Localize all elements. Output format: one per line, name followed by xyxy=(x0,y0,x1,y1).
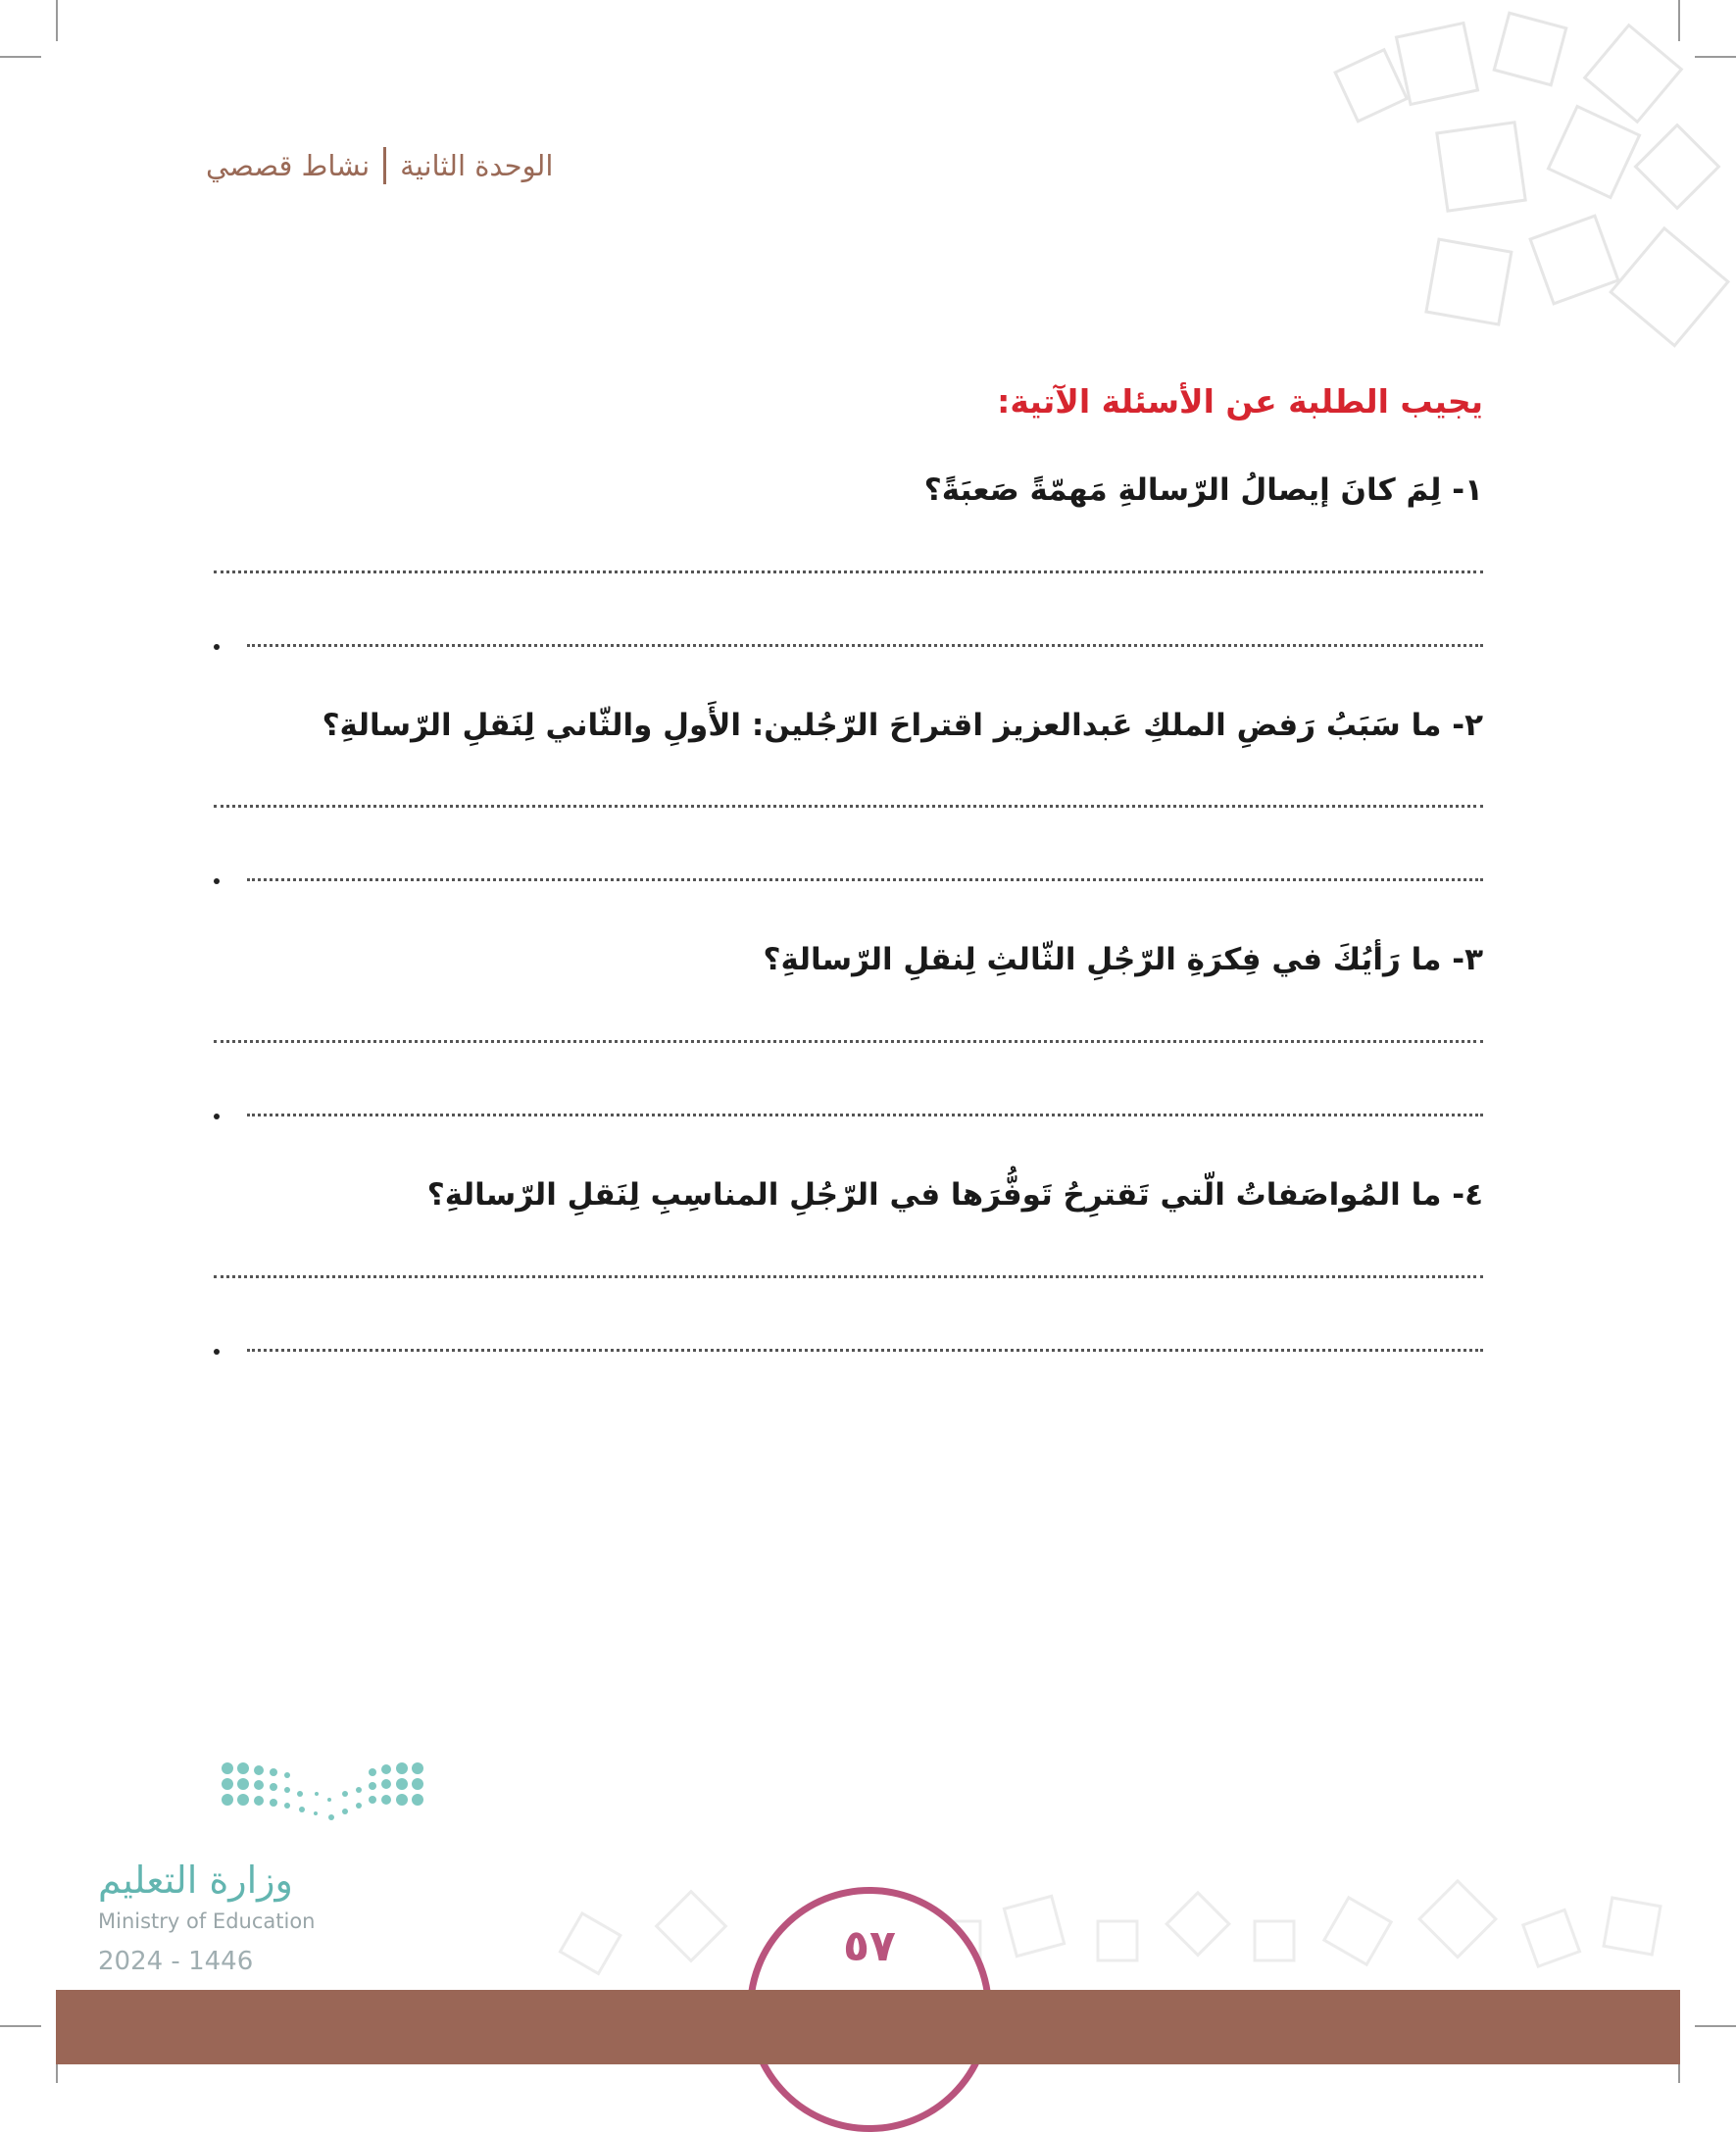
unit-title: الوحدة الثانية xyxy=(400,149,554,182)
answer-line[interactable] xyxy=(214,1275,1483,1278)
answer-line[interactable] xyxy=(214,1040,1483,1043)
ministry-name-english: Ministry of Education xyxy=(98,1909,316,1933)
crop-mark xyxy=(1695,2025,1736,2027)
line-end-dot xyxy=(214,1349,220,1355)
crop-mark xyxy=(0,56,41,58)
question-2: ٢- ما سَبَبُ رَفضِ الملكِ عَبدالعزيز اقتراحَ الرّجُلين: الأَولِ والثّاني لِنَقلِ الرّسالةِ؟ xyxy=(322,708,1483,743)
decorative-pattern xyxy=(1050,0,1736,353)
instruction-heading: يجيب الطلبة عن الأسئلة الآتية: xyxy=(997,382,1483,421)
line-end-dot xyxy=(214,1114,220,1119)
page-number: ٥٧ xyxy=(843,1921,896,1971)
answer-line[interactable] xyxy=(247,1349,1483,1352)
activity-title: نشاط قصصي xyxy=(206,149,371,182)
crop-mark xyxy=(56,0,58,41)
ministry-name-arabic: وزارة التعليم xyxy=(98,1859,293,1902)
crop-mark xyxy=(0,2025,41,2027)
answer-line[interactable] xyxy=(214,805,1483,808)
line-end-dot xyxy=(214,644,220,650)
edition-year: 2024 - 1446 xyxy=(98,1947,254,1976)
question-1: ١- لِمَ كانَ إيصالُ الرّسالةِ مَهمّةً صَعبَةً؟ xyxy=(923,472,1483,508)
answer-line[interactable] xyxy=(247,878,1483,881)
footer-pattern xyxy=(549,1862,1686,1990)
line-end-dot xyxy=(214,878,220,884)
footer-band xyxy=(56,1990,1680,2064)
answer-line[interactable] xyxy=(214,570,1483,573)
question-3: ٣- ما رَأيُكَ في فِكرَةِ الرّجُلِ الثّالثِ لِنقلِ الرّسالةِ؟ xyxy=(763,942,1483,977)
answer-line[interactable] xyxy=(247,644,1483,647)
answer-line[interactable] xyxy=(247,1114,1483,1116)
header-divider xyxy=(383,147,386,184)
unit-header xyxy=(206,147,553,184)
question-4: ٤- ما المُواصَفاتُ الّتي تَقترِحُ تَوفُّرَها في الرّجُلِ المناسِبِ لِنَقلِ الرّسالةِ؟ xyxy=(426,1177,1483,1213)
